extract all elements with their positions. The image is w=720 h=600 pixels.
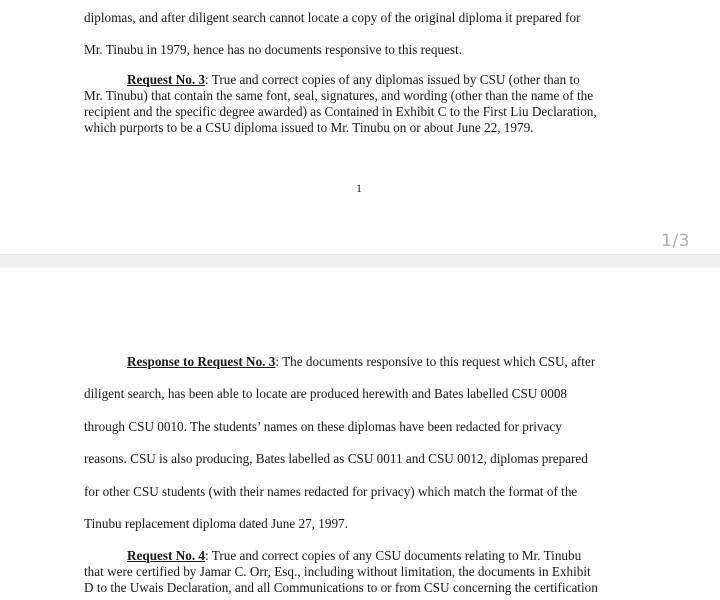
document-page-2 <box>0 268 720 600</box>
page-indicator: 1/3 <box>661 231 690 251</box>
page-separator <box>0 254 720 268</box>
request-3-paragraph <box>84 72 644 136</box>
body-text-line: diplomas, and after diligent search cannot locate a copy of the original diploma it prepared for <box>84 10 581 25</box>
response-3-text-line: reasons. CSU is also producing, Bates labelled as CSU 0011 and CSU 0012, diplomas prepared <box>84 451 588 466</box>
request-3-text-line: Mr. Tinubu) that contain the same font, seal, signatures, and wording (other than the name of the <box>84 88 594 103</box>
response-3-text-line: through CSU 0010. The students’ names on these diplomas have been redacted for privacy <box>84 419 562 434</box>
page-footer-number: 1 <box>356 181 362 195</box>
document-page-1 <box>0 0 720 254</box>
response-3-text-line: Tinubu replacement diploma dated June 27, 1997. <box>84 516 348 531</box>
response-3-first-line <box>84 354 595 370</box>
request-4-paragraph <box>84 548 644 596</box>
request-4-first-line <box>84 548 644 564</box>
response-3-text-line: diligent search, has been able to locate are produced herewith and Bates labelled CSU 0008 <box>84 386 568 401</box>
request-3-heading: Request No. 3 <box>127 72 206 87</box>
request-3-text: : True and correct copies of any diplomas issued by CSU (other than to <box>205 72 580 87</box>
request-4-text-line: D to the Uwais Declaration, and all Communications to or from CSU concerning the certification <box>84 580 598 595</box>
response-3-text-line: for other CSU students (with their names redacted for privacy) which match the format of the <box>84 484 578 499</box>
request-4-text: : True and correct copies of any CSU documents relating to Mr. Tinubu <box>205 548 582 563</box>
body-text-line: Mr. Tinubu in 1979, hence has no documents responsive to this request. <box>84 42 463 57</box>
request-3-text-line: recipient and the specific degree awarded) as Contained in Exhibit C to the First Liu Declaration, <box>84 104 597 119</box>
response-3-heading: Response to Request No. 3 <box>127 354 276 369</box>
request-3-text-line: which purports to be a CSU diploma issued to Mr. Tinubu on or about June 22, 1979. <box>84 120 534 135</box>
request-4-heading: Request No. 4 <box>127 548 206 563</box>
request-3-first-line <box>84 72 644 88</box>
response-3-text: : The documents responsive to this request which CSU, after <box>275 354 596 369</box>
request-4-text-line: that were certified by Jamar C. Orr, Esq., including without limitation, the documents in Exhibit <box>84 564 591 579</box>
